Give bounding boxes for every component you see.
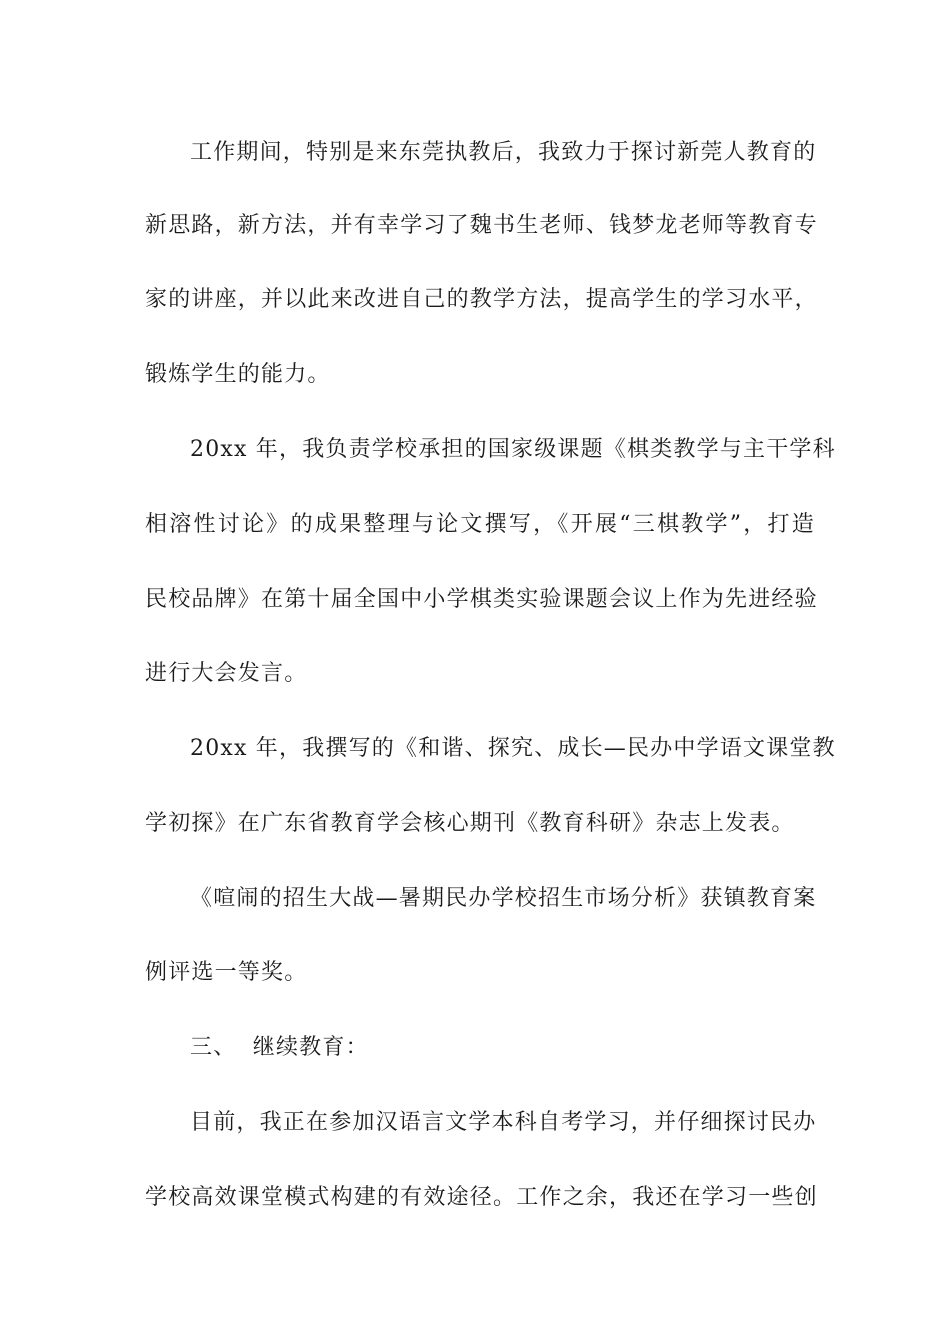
text-line: 锻炼学生的能力。 (145, 362, 331, 387)
text-line: 民校品牌》在第十届全国中小学棋类实验课题会议上作为先进经验 (145, 587, 818, 612)
text-line: 新思路，新方法，并有幸学习了魏书生老师、钱梦龙老师等教育专 (145, 213, 818, 238)
text-line: 进行大会发言。 (145, 661, 308, 686)
text-line: 工作期间，特别是来东莞执教后，我致力于探讨新莞人教育的 (190, 140, 817, 165)
text-line: 相溶性讨论》的成果整理与论文撰写，《开展“三棋教学”，打造 (145, 512, 815, 537)
text-line: 例评选一等奖。 (145, 960, 308, 985)
text-line: 20xx 年，我负责学校承担的国家级课题《棋类教学与主干学科 (190, 437, 836, 462)
section-heading: 三、 继续教育： (190, 1035, 369, 1060)
text-line: 学初探》在广东省教育学会核心期刊《教育科研》杂志上发表。 (145, 811, 795, 836)
text-line: 家的讲座，并以此来改进自己的教学方法，提高学生的学习水平， (145, 287, 818, 312)
text-line: 目前，我正在参加汉语言文学本科自考学习，并仔细探讨民办 (190, 1110, 817, 1135)
text-line: 《喧闹的招生大战—暑期民办学校招生市场分析》获镇教育案 (190, 886, 817, 911)
text-line: 20xx 年，我撰写的《和谐、探究、成长—民办中学语文课堂教 (190, 736, 836, 761)
text-line: 学校高效课堂模式构建的有效途径。工作之余，我还在学习一些创 (145, 1185, 818, 1210)
